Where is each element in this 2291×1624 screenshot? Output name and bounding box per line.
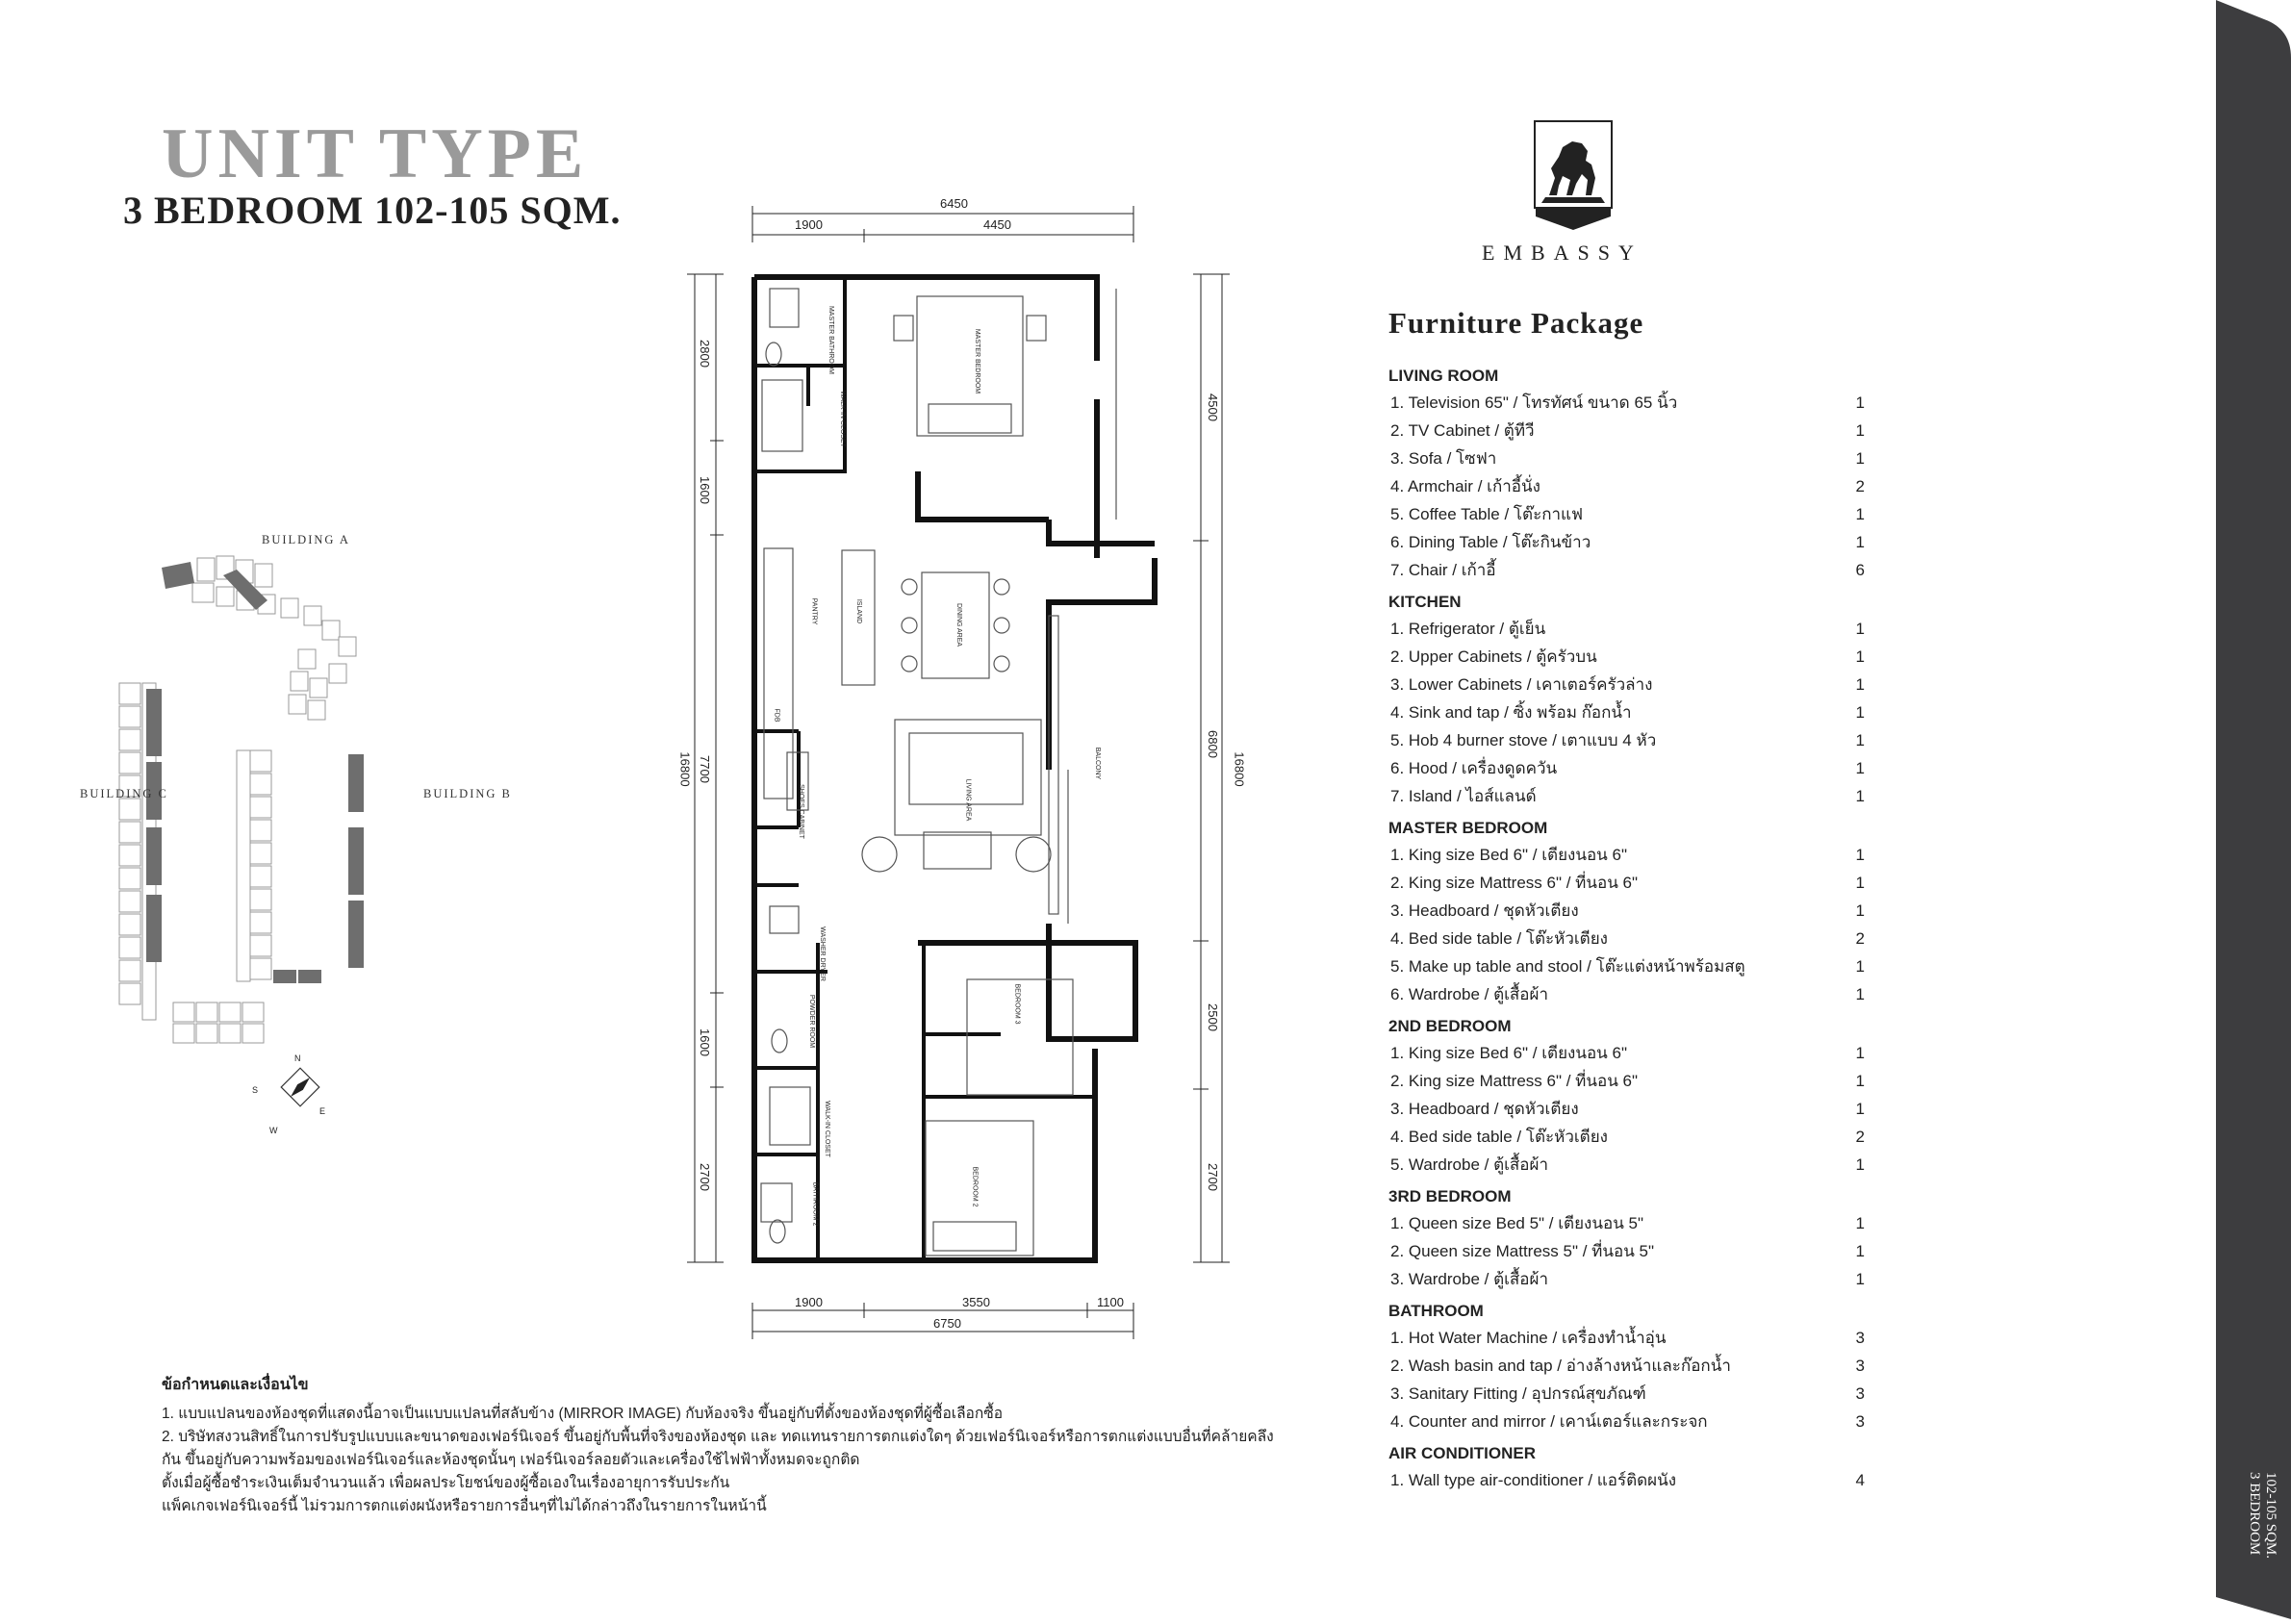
furniture-item [1388, 869, 1865, 897]
furniture-item [1388, 1237, 1865, 1265]
furniture-item [1388, 1067, 1865, 1095]
furniture-item-qty: 1 [1855, 1072, 1865, 1090]
dim-bottom-a: 1900 [795, 1295, 823, 1309]
furniture-item [1388, 1380, 1865, 1408]
room-fdb: FDB [773, 708, 780, 723]
dim-right-a: 4500 [1205, 393, 1220, 421]
furniture-item-label: 1. King size Bed 6" / เตียงนอน 6" [1390, 846, 1628, 864]
furniture-item-label: 6. Wardrobe / ตู้เสื้อผ้า [1390, 985, 1549, 1003]
side-tab-line1: 102-105 SQM. [2263, 1472, 2278, 1560]
room-balcony: BALCONY [1094, 747, 1102, 780]
furniture-item-label: 5. Make up table and stool / โต๊ะแต่งหน้าพร้อมสตู [1390, 957, 1745, 976]
furniture-item-label: 1. Wall type air-conditioner / แอร์ติดผนัง [1390, 1471, 1677, 1489]
building-b-label: BUILDING B [423, 787, 512, 800]
furniture-item-qty: 1 [1855, 421, 1865, 440]
furniture-item [1388, 1324, 1865, 1352]
furniture-item-qty: 2 [1855, 1128, 1865, 1146]
furniture-item [1388, 1151, 1865, 1179]
furniture-item [1388, 444, 1865, 472]
room-island: ISLAND [855, 598, 863, 624]
room-living: LIVING AREA [964, 778, 972, 822]
furniture-section-heading: 3RD BEDROOM [1388, 1187, 1512, 1205]
furniture-item [1388, 925, 1865, 952]
furniture-item-qty: 6 [1855, 561, 1865, 579]
furniture-section-heading: KITCHEN [1388, 593, 1462, 611]
dim-left-c: 7700 [697, 755, 712, 783]
furniture-item-qty: 1 [1855, 731, 1865, 749]
furniture-item-label: 4. Armchair / เก้าอี้นั่ง [1390, 477, 1540, 495]
furniture-item-qty: 1 [1855, 703, 1865, 722]
furniture-item-qty: 4 [1855, 1471, 1865, 1489]
furniture-item-label: 1. Queen size Bed 5" / เตียงนอน 5" [1390, 1214, 1644, 1232]
furniture-item-qty: 1 [1855, 1100, 1865, 1118]
dim-left-d: 1600 [697, 1028, 712, 1056]
furniture-item-qty: 1 [1855, 647, 1865, 666]
room-bedroom-2: BEDROOM 2 [971, 1166, 979, 1207]
furniture-item-label: 2. King size Mattress 6" / ที่นอน 6" [1390, 1072, 1639, 1090]
compass-w: W [269, 1126, 278, 1135]
furniture-item [1388, 698, 1865, 726]
furniture-item [1388, 841, 1865, 869]
room-walk-in-closet-1: WALK-IN CLOSET [838, 391, 846, 447]
furniture-section-heading: MASTER BEDROOM [1388, 819, 1548, 837]
furniture-item-label: 6. Dining Table / โต๊ะกินข้าว [1390, 533, 1591, 551]
furniture-item [1388, 1466, 1865, 1494]
furniture-item-qty: 1 [1855, 505, 1865, 523]
room-dining: DINING AREA [955, 602, 963, 647]
furniture-item-qty: 1 [1855, 449, 1865, 468]
dim-bottom-b: 3550 [962, 1295, 990, 1309]
dim-top-total: 6450 [940, 196, 968, 211]
furniture-item-label: 3. Sanitary Fitting / อุปกรณ์สุขภัณฑ์ [1390, 1384, 1646, 1403]
furniture-item-qty: 3 [1855, 1412, 1865, 1431]
furniture-item-qty: 3 [1855, 1384, 1865, 1403]
notes-line: 2. บริษัทสงวนสิทธิ์ในการปรับรูปแบบและขนาดของเฟอร์นิเจอร์ ขึ้นอยู่กับพื้นที่จริงของห้องชุด และ ทดแทนรายการตกแต่งใดๆ ด้วยเฟอร์นิเจอร์หรือการตกแต่งแบบอื่นที่คล้ายคลึง [162, 1429, 1274, 1445]
furniture-item-qty: 1 [1855, 675, 1865, 694]
notes-line: ตั้งเมื่อผู้ซื้อชำระเงินเต็มจำนวนแล้ว เพื่อผลประโยชน์ของผู้ซื้อเองในเรื่องอายุการรับประกัน [162, 1475, 730, 1491]
dim-left-a: 2800 [697, 340, 712, 368]
furniture-item-label: 2. TV Cabinet / ตู้ทีวี [1390, 421, 1535, 440]
furniture-item-qty: 1 [1855, 1155, 1865, 1174]
compass-n: N [294, 1053, 301, 1063]
furniture-item-qty: 1 [1855, 957, 1865, 976]
room-bedroom-3: BEDROOM 3 [1013, 983, 1021, 1025]
floor-plan [674, 192, 1270, 1347]
furniture-item-label: 3. Headboard / ชุดหัวเตียง [1390, 1100, 1579, 1118]
furniture-item [1388, 643, 1865, 671]
furniture-item [1388, 782, 1865, 810]
furniture-item-label: 2. Wash basin and tap / อ่างล้างหน้าและก๊อกน้ำ [1390, 1357, 1731, 1375]
furniture-list [1388, 358, 1865, 1494]
furniture-item-qty: 3 [1855, 1357, 1865, 1375]
room-master-bathroom: MASTER BATHROOM [827, 305, 835, 375]
furniture-item [1388, 1265, 1865, 1293]
furniture-item-qty: 2 [1855, 929, 1865, 948]
furniture-item [1388, 500, 1865, 528]
dim-bottom-c: 1100 [1097, 1295, 1124, 1309]
furniture-item [1388, 472, 1865, 500]
furniture-item [1388, 754, 1865, 782]
furniture-item-label: 4. Counter and mirror / เคาน์เตอร์และกระจก [1390, 1412, 1708, 1431]
dim-right-total: 16800 [1232, 751, 1247, 787]
furniture-item-label: 2. Queen size Mattress 5" / ที่นอน 5" [1390, 1242, 1655, 1260]
furniture-item [1388, 1209, 1865, 1237]
furniture-package-title: Furniture Package [1388, 306, 1644, 340]
terms-and-conditions [162, 1374, 1316, 1518]
notes-line: 1. แบบแปลนของห้องชุดที่แสดงนี้อาจเป็นแบบแปลนที่สลับข้าง (MIRROR IMAGE) กับห้องจริง ขึ้นอยู่กับที่ตั้งของห้องชุดที่ผู้ซื้อเลือกซื้อ [162, 1406, 1004, 1422]
furniture-item [1388, 897, 1865, 925]
furniture-section-heading: BATHROOM [1388, 1302, 1484, 1320]
furniture-item-qty: 1 [1855, 901, 1865, 920]
furniture-item-label: 4. Sink and tap / ซิ้ง พร้อม ก๊อกน้ำ [1390, 703, 1632, 722]
furniture-item [1388, 615, 1865, 643]
side-tab [2216, 0, 2291, 1619]
room-powder-room: POWDER ROOM [808, 994, 816, 1049]
furniture-item-label: 2. King size Mattress 6" / ที่นอน 6" [1390, 874, 1639, 892]
furniture-item-label: 1. Television 65" / โทรทัศน์ ขนาด 65 นิ้ว [1390, 393, 1678, 412]
furniture-item [1388, 1095, 1865, 1123]
room-walk-in-closet-2: WALK-IN CLOSET [823, 1101, 830, 1157]
furniture-item-label: 1. King size Bed 6" / เตียงนอน 6" [1390, 1044, 1628, 1062]
room-master-bedroom: MASTER BEDROOM [974, 328, 981, 394]
furniture-item-label: 2. Upper Cabinets / ตู้ครัวบน [1390, 647, 1597, 666]
side-tab-label [2230, 1472, 2278, 1559]
furniture-item-qty: 1 [1855, 846, 1865, 864]
furniture-item-label: 6. Hood / เครื่องดูดควัน [1390, 759, 1558, 777]
furniture-item-qty: 1 [1855, 1242, 1865, 1260]
room-shoes-cabinet: SHOES CABINET [797, 784, 804, 839]
dim-bottom-total: 6750 [933, 1316, 961, 1331]
furniture-section-heading: LIVING ROOM [1388, 367, 1499, 385]
building-c-label: BUILDING C [80, 787, 168, 800]
furniture-item-label: 7. Island / ไอส์แลนด์ [1390, 787, 1537, 805]
furniture-item [1388, 671, 1865, 698]
furniture-item-qty: 1 [1855, 1270, 1865, 1288]
dim-top-left: 1900 [795, 217, 823, 232]
furniture-item-qty: 1 [1855, 1044, 1865, 1062]
furniture-item [1388, 980, 1865, 1008]
furniture-section-heading: AIR CONDITIONER [1388, 1444, 1536, 1462]
compass-s: S [252, 1085, 259, 1095]
furniture-item [1388, 1352, 1865, 1380]
furniture-item [1388, 1123, 1865, 1151]
furniture-item [1388, 556, 1865, 584]
building-a-label: BUILDING A [262, 533, 350, 546]
unit-type-subtitle: 3 BEDROOM 102-105 SQM. [123, 189, 622, 232]
room-washer-dryer: WASHER DRYER [818, 926, 826, 981]
furniture-item-label: 5. Coffee Table / โต๊ะกาแฟ [1390, 505, 1584, 523]
lion-crest-icon [1534, 120, 1613, 231]
furniture-item-qty: 2 [1855, 477, 1865, 495]
furniture-item [1388, 417, 1865, 444]
room-bathroom-2: BATHROOM 2 [811, 1181, 819, 1227]
dim-left-b: 1600 [697, 476, 712, 504]
furniture-item [1388, 952, 1865, 980]
furniture-item-label: 1. Hot Water Machine / เครื่องทำน้ำอุ่น [1390, 1329, 1667, 1347]
furniture-item [1388, 1408, 1865, 1435]
furniture-item-label: 4. Bed side table / โต๊ะหัวเตียง [1390, 1128, 1608, 1146]
dim-right-d: 2700 [1205, 1163, 1220, 1191]
furniture-item-qty: 1 [1855, 874, 1865, 892]
unit-type-title: UNIT TYPE [162, 114, 589, 193]
furniture-item [1388, 528, 1865, 556]
furniture-item-label: 5. Hob 4 burner stove / เตาแบบ 4 หัว [1390, 731, 1657, 749]
dim-left-e: 2700 [697, 1163, 712, 1191]
furniture-item [1388, 389, 1865, 417]
furniture-item-label: 1. Refrigerator / ตู้เย็น [1390, 620, 1546, 638]
side-tab-line2: 3 BEDROOM [2247, 1472, 2262, 1556]
furniture-section-heading: 2ND BEDROOM [1388, 1017, 1512, 1035]
furniture-item-label: 3. Lower Cabinets / เคาเตอร์ครัวล่าง [1390, 675, 1653, 694]
furniture-item-qty: 1 [1855, 533, 1865, 551]
notes-line: แพ็คเกจเฟอร์นิเจอร์นี้ ไม่รวมการตกแต่งผนังหรือรายการอื่นๆที่ไม่ได้กล่าวถึงในรายการในหน้านี้ [162, 1498, 767, 1514]
notes-title: ข้อกำหนดและเงื่อนไข [162, 1377, 309, 1393]
furniture-item [1388, 726, 1865, 754]
dim-top-right: 4450 [983, 217, 1011, 232]
dim-left-total: 16800 [677, 751, 693, 787]
brand-name: EMBASSY [1482, 241, 1642, 265]
furniture-item-qty: 1 [1855, 759, 1865, 777]
site-plan [67, 520, 520, 1155]
furniture-item-label: 3. Sofa / โซฟา [1390, 449, 1497, 468]
furniture-item-qty: 1 [1855, 1214, 1865, 1232]
furniture-item-qty: 1 [1855, 787, 1865, 805]
furniture-item-qty: 3 [1855, 1329, 1865, 1347]
furniture-item-qty: 1 [1855, 393, 1865, 412]
furniture-item-label: 4. Bed side table / โต๊ะหัวเตียง [1390, 929, 1608, 948]
furniture-item-label: 3. Headboard / ชุดหัวเตียง [1390, 901, 1579, 920]
furniture-item-label: 5. Wardrobe / ตู้เสื้อผ้า [1390, 1155, 1549, 1174]
furniture-item [1388, 1039, 1865, 1067]
dim-right-c: 2500 [1205, 1003, 1220, 1031]
compass-e: E [319, 1106, 326, 1116]
furniture-item-qty: 1 [1855, 620, 1865, 638]
furniture-item-qty: 1 [1855, 985, 1865, 1003]
room-pantry: PANTRY [810, 597, 818, 625]
furniture-item-label: 7. Chair / เก้าอี้ [1390, 561, 1496, 579]
notes-line: กัน ขึ้นอยู่กับความพร้อมของเฟอร์นิเจอร์และห้องชุดนั้นๆ เฟอร์นิเจอร์ลอยตัวและเครื่องใช้ไฟฟ้าทั้งหมดจะถูกติด [162, 1452, 860, 1468]
furniture-item-label: 3. Wardrobe / ตู้เสื้อผ้า [1390, 1270, 1549, 1288]
dim-right-b: 6800 [1205, 730, 1220, 758]
